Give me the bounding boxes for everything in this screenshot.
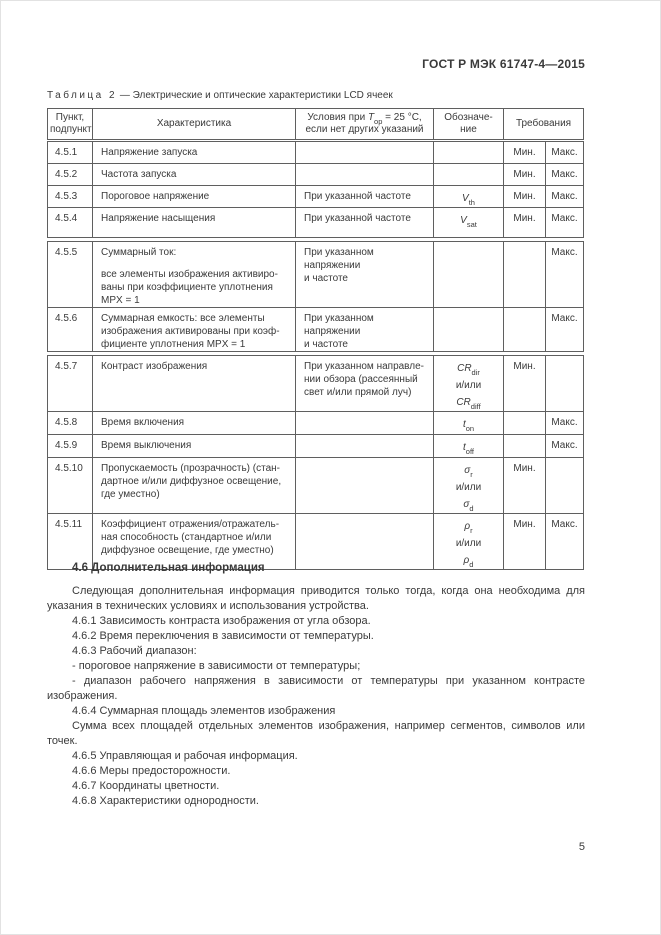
cell-symbol: $t_{off}$ xyxy=(434,435,504,458)
paragraph: 4.6.8 Характеристики однородности. xyxy=(72,795,259,807)
paragraph: 4.6.5 Управляющая и рабочая информация. xyxy=(72,750,298,762)
table-block-1 xyxy=(47,108,584,238)
cell-item: 4.5.1 xyxy=(48,141,93,164)
cell-characteristic: Частота запуска xyxy=(93,164,296,186)
cell-conditions xyxy=(296,164,434,186)
cell-max: Макс. xyxy=(546,164,584,186)
cell-symbol: $\sigma_r$ и/или $\sigma_d$ xyxy=(434,458,504,514)
table-row xyxy=(48,308,584,352)
characteristics-table xyxy=(47,108,584,573)
cell-item: 4.5.4 xyxy=(48,208,93,238)
table-row xyxy=(48,356,584,412)
cell-item: 4.5.6 xyxy=(48,308,93,352)
cell-conditions xyxy=(296,141,434,164)
cell-characteristic: Напряжение насыщения xyxy=(93,208,296,238)
cell-min xyxy=(504,308,546,352)
cell-min: Мин. xyxy=(504,186,546,208)
col-header-requirements: Требования xyxy=(504,109,584,141)
cell-item: 4.5.7 xyxy=(48,356,93,412)
table-block-3 xyxy=(47,355,584,570)
cell-max xyxy=(546,356,584,412)
table-header-row xyxy=(48,109,584,141)
paragraph: 4.6.4 Суммарная площадь элементов изображения xyxy=(72,705,336,717)
table-caption-label: Таблица 2 xyxy=(47,90,118,101)
cell-conditions xyxy=(296,435,434,458)
cell-characteristic: Время выключения xyxy=(93,435,296,458)
cell-characteristic: Пороговое напряжение xyxy=(93,186,296,208)
cell-symbol: $t_{on}$ xyxy=(434,412,504,435)
cell-conditions: При указанном напряжении и частоте xyxy=(296,242,434,308)
cell-max: Макс. xyxy=(546,186,584,208)
paragraph: Сумма всех площадей отдельных элементов изображения, например сегментов, символов или точек. xyxy=(47,720,585,747)
cell-min xyxy=(504,242,546,308)
doc-header: ГОСТ Р МЭК 61747-4—2015 xyxy=(422,57,585,71)
cell-min: Мин. xyxy=(504,141,546,164)
paragraph: 4.6.1 Зависимость контраста изображения от угла обзора. xyxy=(72,615,371,627)
table-row xyxy=(48,458,584,514)
col-header-conditions: Условия при $T_{op} = 25$ °С, если нет других указаний xyxy=(296,109,434,141)
cell-symbol xyxy=(434,164,504,186)
cell-min: Мин. xyxy=(504,514,546,570)
cell-max: Макс. xyxy=(546,208,584,238)
cell-min: Мин. xyxy=(504,164,546,186)
table-row xyxy=(48,412,584,435)
cell-max: Макс. xyxy=(546,141,584,164)
table-row xyxy=(48,242,584,308)
additional-info-section xyxy=(47,561,585,809)
paragraph: Следующая дополнительная информация приводится только тогда, когда она необходима для указания в технических условиях и использования устройства. xyxy=(47,585,585,612)
table-row xyxy=(48,435,584,458)
temperature-symbol: T xyxy=(367,112,375,123)
cell-min xyxy=(504,412,546,435)
cell-max: Макс. xyxy=(546,308,584,352)
col-header-symbol: Обозначе- ние xyxy=(434,109,504,141)
table-row xyxy=(48,164,584,186)
cell-conditions xyxy=(296,412,434,435)
cell-max: Макс. xyxy=(546,435,584,458)
cell-min xyxy=(504,435,546,458)
cell-min: Мин. xyxy=(504,356,546,412)
cell-symbol: $V_{th}$ xyxy=(434,186,504,208)
table-caption-text: — Электрические и оптические характеристики LCD ячеек xyxy=(119,90,393,101)
section-heading: 4.6 Дополнительная информация xyxy=(72,562,265,574)
cell-max xyxy=(546,458,584,514)
cell-conditions: При указанной частоте xyxy=(296,186,434,208)
cell-characteristic: Коэффициент отражения/отражатель- ная способность (стандартное и/или диффузное освещение, где уместно) xyxy=(93,514,296,570)
cell-item: 4.5.5 xyxy=(48,242,93,308)
paragraph: 4.6.2 Время переключения в зависимости от температуры. xyxy=(72,630,374,642)
table-row xyxy=(48,141,584,164)
cell-item: 4.5.11 xyxy=(48,514,93,570)
cell-item: 4.5.3 xyxy=(48,186,93,208)
cell-item: 4.5.2 xyxy=(48,164,93,186)
paragraph: 4.6.3 Рабочий диапазон: xyxy=(72,645,197,657)
cell-characteristic: Суммарная емкость: все элементы изображения активированы при коэф- фициенте уплотнения MPX = 1 xyxy=(93,308,296,352)
paragraph: 4.6.6 Меры предосторожности. xyxy=(72,765,231,777)
table-row xyxy=(48,208,584,238)
cell-characteristic: Суммарный ток: все элементы изображения активиро- ваны при коэффициенте уплотнения MPX = 1 xyxy=(93,242,296,308)
cell-item: 4.5.10 xyxy=(48,458,93,514)
cell-conditions: При указанной частоте xyxy=(296,208,434,238)
cell-symbol xyxy=(434,141,504,164)
cell-max: Макс. xyxy=(546,242,584,308)
cell-symbol xyxy=(434,308,504,352)
section-paragraphs xyxy=(47,584,585,809)
cell-symbol: $V_{sat}$ xyxy=(434,208,504,238)
table-caption xyxy=(47,90,585,101)
page-number: 5 xyxy=(578,841,585,853)
cell-conditions xyxy=(296,458,434,514)
cell-conditions: При указанном направле- нии обзора (рассеянный свет и/или прямой луч) xyxy=(296,356,434,412)
cell-symbol xyxy=(434,242,504,308)
cell-characteristic: Напряжение запуска xyxy=(93,141,296,164)
cell-symbol: $CR_{dir}$ и/или $CR_{diff}$ xyxy=(434,356,504,412)
table-block-2 xyxy=(47,241,584,352)
cell-characteristic: Время включения xyxy=(93,412,296,435)
cell-item: 4.5.9 xyxy=(48,435,93,458)
cell-symbol: $\rho_r$ и/или $\rho_d$ xyxy=(434,514,504,570)
cell-characteristic: Пропускаемость (прозрачность) (стан- дартное и/или диффузное освещение, где уместно) xyxy=(93,458,296,514)
cell-max: Макс. xyxy=(546,514,584,570)
col-header-characteristic: Характеристика xyxy=(93,109,296,141)
cell-min: Мин. xyxy=(504,458,546,514)
cell-conditions: При указанном напряжении и частоте xyxy=(296,308,434,352)
paragraph: - диапазон рабочего напряжения в зависимости от температуры при указанном контрасте изображения. xyxy=(47,675,585,702)
paragraph: - пороговое напряжение в зависимости от температуры; xyxy=(72,660,361,672)
cell-characteristic: Контраст изображения xyxy=(93,356,296,412)
cell-min: Мин. xyxy=(504,208,546,238)
cell-max: Макс. xyxy=(546,412,584,435)
cell-item: 4.5.8 xyxy=(48,412,93,435)
table-row xyxy=(48,186,584,208)
paragraph: 4.6.7 Координаты цветности. xyxy=(72,780,220,792)
col-header-item: Пункт, подпункт xyxy=(48,109,93,141)
